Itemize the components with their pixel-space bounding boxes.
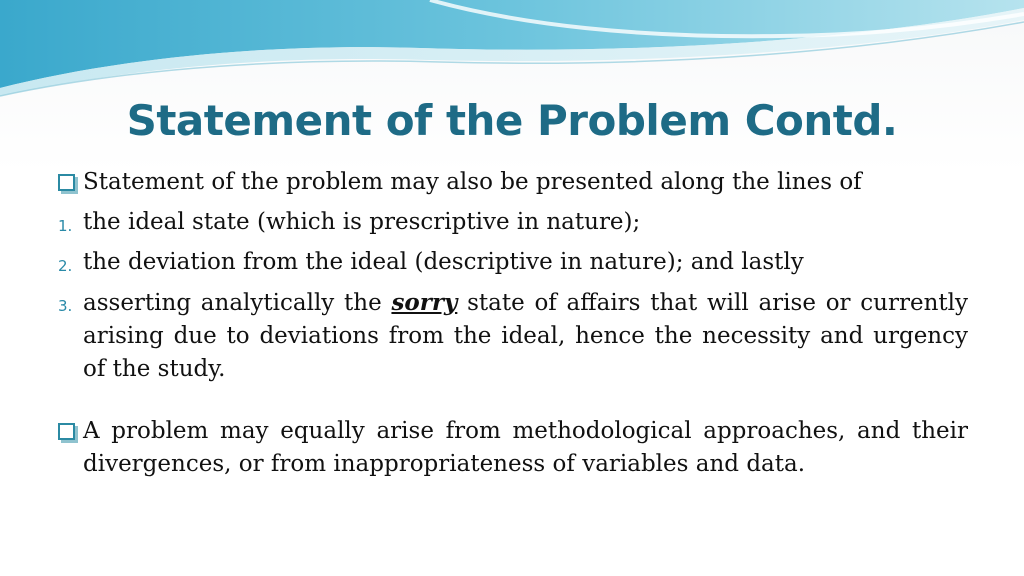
item-number: 2. bbox=[58, 257, 73, 275]
item-text: the ideal state (which is prescriptive in nature); bbox=[83, 209, 641, 235]
intro-text: Statement of the problem may also be presented along the lines of bbox=[83, 169, 862, 195]
item-text-before: asserting analytically the bbox=[83, 290, 392, 316]
slide-title: Statement of the Problem Contd. bbox=[126, 96, 898, 145]
closing-bullet bbox=[56, 415, 968, 481]
emphasis-word: sorry bbox=[391, 289, 458, 316]
item-number: 3. bbox=[58, 297, 73, 315]
closing-text: A problem may equally arise from methodological approaches, and their divergences, or from inappropriateness of variables and data. bbox=[83, 418, 968, 477]
list-item-3 bbox=[56, 286, 968, 386]
item-text: the deviation from the ideal (descriptive in nature); and lastly bbox=[83, 249, 804, 275]
slide-body bbox=[56, 166, 968, 481]
item-number: 1. bbox=[58, 217, 73, 235]
intro-bullet bbox=[56, 166, 968, 199]
list-item-2 bbox=[56, 246, 968, 279]
wave-banner bbox=[0, 0, 1024, 110]
list-item-1 bbox=[56, 206, 968, 239]
item-text-after: state of affairs that will arise or currently arising due to deviations from the ideal, hence the necessity and urgency of the study. bbox=[83, 290, 968, 382]
